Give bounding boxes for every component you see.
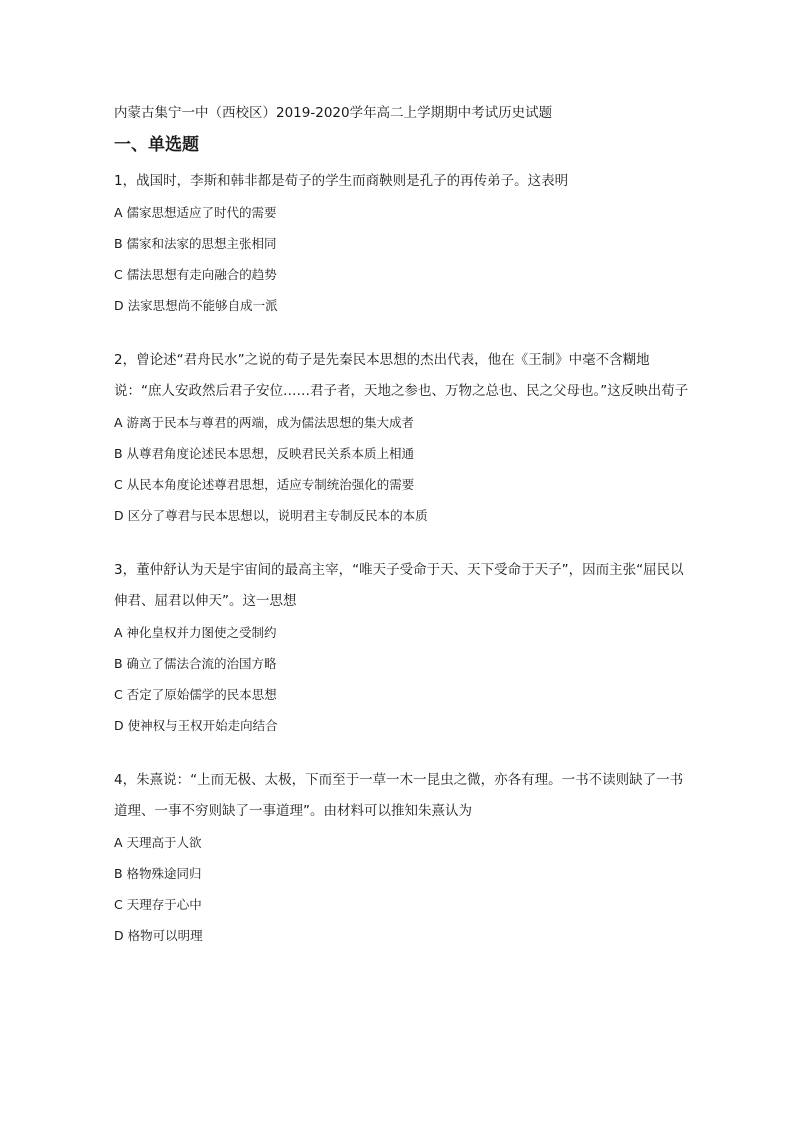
option-a: A 游离于民本与尊君的两端，成为儒法思想的集大成者 [114, 415, 415, 430]
question-3 [114, 555, 694, 741]
option-d: D 法家思想尚不能够自成一派 [114, 298, 278, 313]
option-a: A 天理高于人欲 [114, 835, 202, 850]
option-a: A 儒家思想适应了时代的需要 [114, 205, 277, 220]
option-c: C 天理存于心中 [114, 897, 202, 912]
question-stem: 4，朱熹说：“上而无极、太极，下而至于一草一木一昆虫之微，亦各有理。一书不读则缺了一书道理、一事不穷则缺了一事道理”。由材料可以推知朱熹认为 [114, 772, 684, 819]
question-1 [114, 166, 694, 321]
option-d: D 区分了尊君与民本思想以，说明君主专制反民本的本质 [114, 508, 428, 523]
document-page [114, 98, 694, 975]
question-stem: 3，董仲舒认为天是宇宙间的最高主宰，“唯天子受命于天、天下受命于天子”，因而主张“屈民以伸君、屈君以伸天”。这一思想 [114, 562, 684, 609]
option-b: B 格物殊途同归 [114, 866, 202, 881]
option-c: C 儒法思想有走向融合的趋势 [114, 267, 277, 282]
question-stem: 2，曾论述“君舟民水”之说的荀子是先秦民本思想的杰出代表，他在《王制》中毫不含糊地说：“庶人安政然后君子安位……君子者，天地之参也、万物之总也、民之父母也。”这反映出荀子 [114, 352, 689, 399]
section-heading: 一、单选题 [114, 135, 199, 155]
option-b: B 确立了儒法合流的治国方略 [114, 656, 277, 671]
question-stem: 1，战国时，李斯和韩非都是荀子的学生而商鞅则是孔子的再传弟子。这表明 [114, 173, 569, 189]
document-title: 内蒙古集宁一中（西校区）2019-2020学年高二上学期期中考试历史试题 [114, 105, 553, 121]
option-b: B 儒家和法家的思想主张相同 [114, 236, 277, 251]
option-d: D 使神权与王权开始走向结合 [114, 718, 278, 733]
option-a: A 神化皇权并力图使之受制约 [114, 625, 277, 640]
question-4 [114, 765, 694, 951]
option-d: D 格物可以明理 [114, 928, 203, 943]
option-b: B 从尊君角度论述民本思想，反映君民关系本质上相通 [114, 446, 415, 461]
option-c: C 否定了原始儒学的民本思想 [114, 687, 277, 702]
option-c: C 从民本角度论述尊君思想，适应专制统治强化的需要 [114, 477, 415, 492]
question-2 [114, 345, 694, 531]
